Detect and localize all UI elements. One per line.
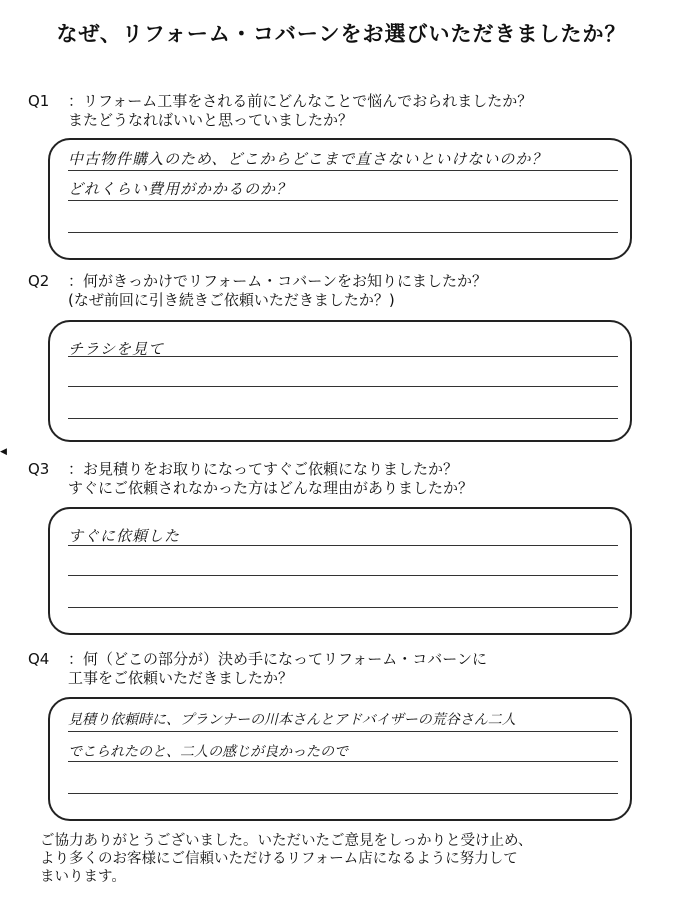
answer-rule <box>68 545 618 546</box>
answer-line: 中古物件購入のため、どこからどこまで直さないといけないのか？ <box>68 150 548 168</box>
question-4 <box>28 650 658 688</box>
page-title: なぜ、リフォーム・コバーンをお選びいただきましたか？ <box>56 22 627 46</box>
answer-box-3 <box>48 507 632 635</box>
answer-line: チラシを見て <box>68 340 165 358</box>
answer-line: 見積り依頼時に、プランナーの川本さんとアドバイザーの荒谷さん二人 <box>68 712 516 728</box>
question-3 <box>28 460 658 498</box>
answer-rule <box>68 793 618 794</box>
answer-line: でこられたのと、二人の感じが良かったので <box>68 744 348 760</box>
closing-line-1: ご協力ありがとうございました。いただいたご意見をしっかりと受け止め、 <box>40 833 533 849</box>
answer-rule <box>68 232 618 233</box>
question-text: ：何がきっかけでリフォーム・コバーンをお知りにましたか？ <box>68 272 487 290</box>
question-label: Q1 <box>28 92 50 110</box>
answer-box-2 <box>48 320 632 442</box>
answer-box-4 <box>48 697 632 821</box>
answer-rule <box>68 607 618 608</box>
closing-message <box>40 832 650 886</box>
question-text-line2: すぐにご依頼されなかった方はどんな理由がありましたか？ <box>68 479 474 497</box>
answer-rule <box>68 170 618 171</box>
question-text: ：リフォーム工事をされる前にどんなことで悩んでおられましたか？ <box>68 92 533 110</box>
question-1 <box>28 92 658 130</box>
answer-rule <box>68 418 618 419</box>
answer-rule <box>68 575 618 576</box>
answer-rule <box>68 356 618 357</box>
question-text: ：何（どこの部分が）決め手になってリフォーム・コバーンに <box>68 650 487 668</box>
question-text-line2: またどうなればいいと思っていましたか？ <box>68 111 354 129</box>
answer-rule <box>68 386 618 387</box>
question-label: Q3 <box>28 460 50 478</box>
answer-rule <box>68 200 618 201</box>
answer-rule <box>68 731 618 732</box>
margin-marker: ◀ <box>0 447 7 457</box>
question-label: Q4 <box>28 650 50 668</box>
question-label: Q2 <box>28 272 50 290</box>
question-text-line2: (なぜ前回に引き続きご依頼いただきましたか？) <box>68 291 395 309</box>
answer-rule <box>68 761 618 762</box>
question-2 <box>28 272 658 310</box>
answer-box-1 <box>48 138 632 260</box>
answer-line: どれくらい費用がかかるのか？ <box>68 180 293 198</box>
answer-line: すぐに依頼した <box>68 527 181 545</box>
question-text-line2: 工事をご依頼いただきましたか？ <box>68 669 294 687</box>
question-text: ：お見積りをお取りになってすぐご依頼になりましたか？ <box>68 460 459 478</box>
closing-line-2: より多くのお客様にご信頼いただけるリフォーム店になるように努力して <box>40 851 518 867</box>
closing-line-3: まいります。 <box>40 869 126 885</box>
